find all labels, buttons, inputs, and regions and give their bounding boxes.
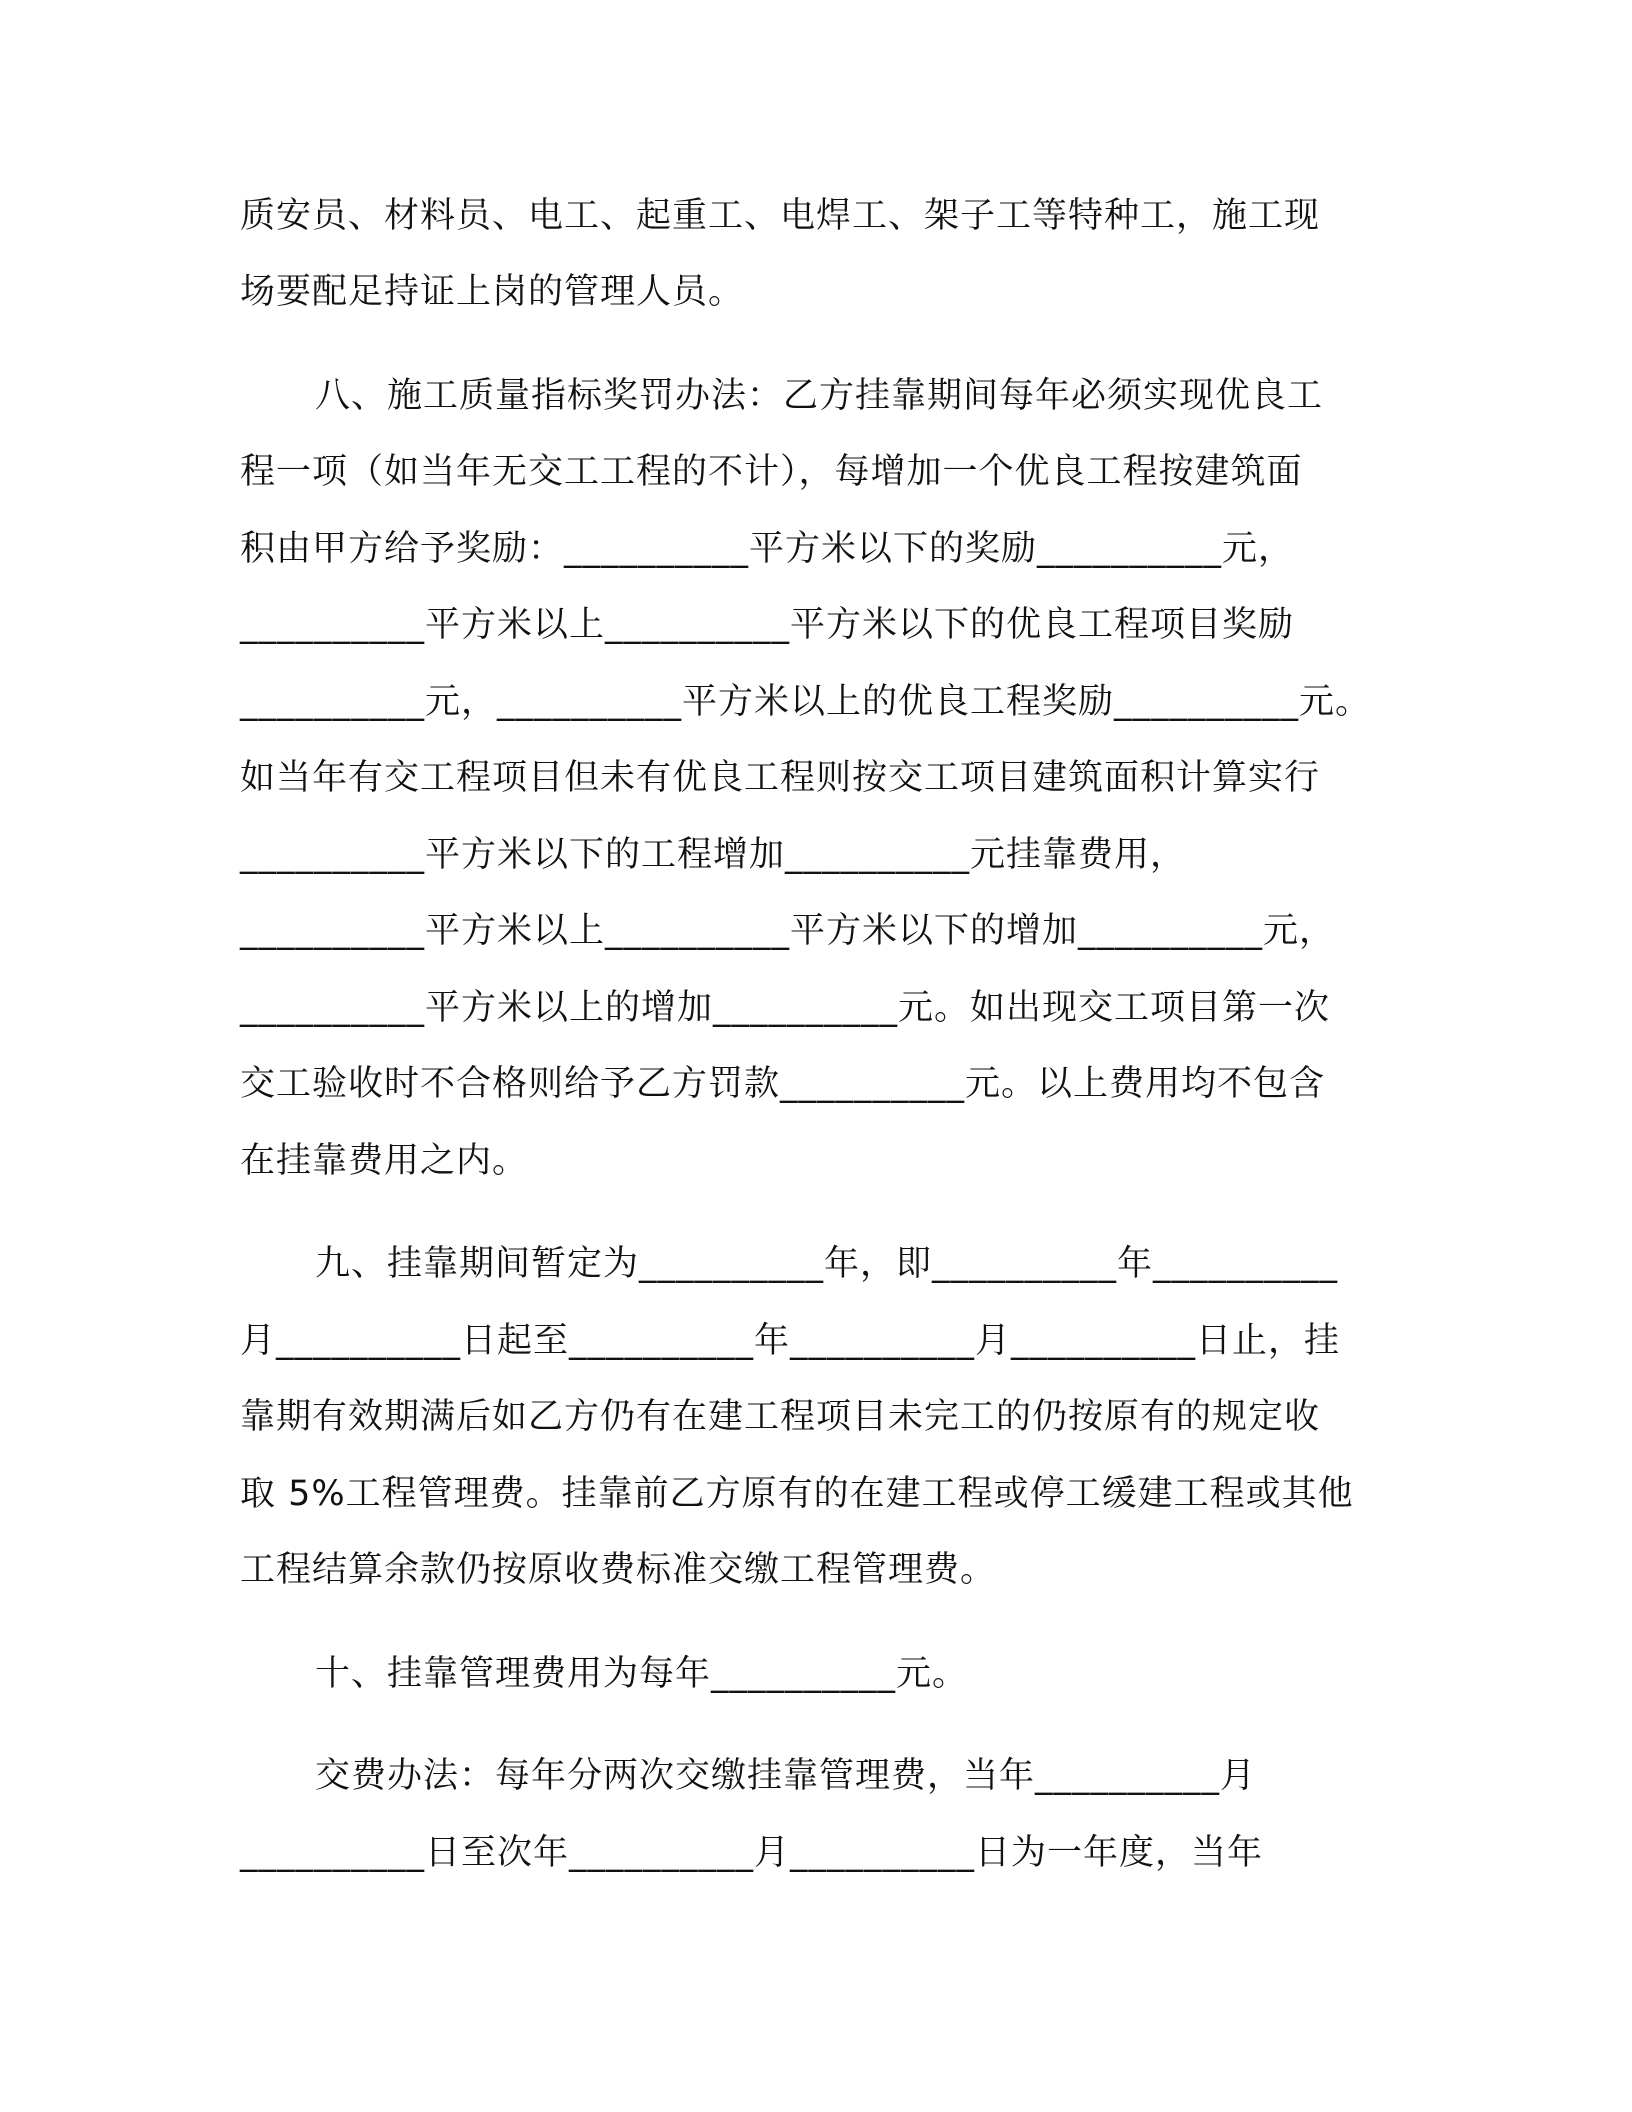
text-line: 如当年有交工程项目但未有优良工程则按交工项目建筑面积计算实行 xyxy=(240,758,1321,798)
text-line: 场要配足持证上岗的管理人员。 xyxy=(240,272,745,312)
text-line: 在挂靠费用之内。 xyxy=(240,1141,529,1181)
text-line: 工程结算余款仍按原收费标准交缴工程管理费。 xyxy=(240,1550,997,1590)
section-10-heading-line: 十、挂靠管理费用为每年__________元。 xyxy=(315,1654,969,1694)
section-8-heading-line: 八、施工质量指标奖罚办法：乙方挂靠期间每年必须实现优良工 xyxy=(315,376,1324,416)
text-line: 月__________日起至__________年__________月__________日止，挂 xyxy=(240,1321,1341,1361)
text-line: __________平方米以上的增加__________元。如出现交工项目第一次 xyxy=(240,988,1331,1028)
text-line: 程一项（如当年无交工工程的不计），每增加一个优良工程按建筑面 xyxy=(240,452,1303,492)
section-9-heading-line: 九、挂靠期间暂定为__________年，即__________年__________ xyxy=(315,1244,1339,1284)
text-line: __________元，__________平方米以上的优良工程奖励__________元。 xyxy=(240,682,1372,722)
text-line: 质安员、材料员、电工、起重工、电焊工、架子工等特种工，施工现 xyxy=(240,196,1321,236)
payment-method-line: 交费办法：每年分两次交缴挂靠管理费，当年__________月 xyxy=(315,1756,1257,1796)
text-line: 取 5%工程管理费。挂靠前乙方原有的在建工程或停工缓建工程或其他 xyxy=(240,1474,1354,1514)
text-line: __________平方米以下的工程增加__________元挂靠费用， xyxy=(240,835,1187,875)
text-line: __________日至次年__________月__________日为一年度，当年 xyxy=(240,1833,1264,1873)
text-line: 积由甲方给予奖励：__________平方米以下的奖励__________元， xyxy=(240,529,1295,569)
text-line: __________平方米以上__________平方米以下的增加__________元， xyxy=(240,911,1336,951)
text-line: 靠期有效期满后如乙方仍有在建工程项目未完工的仍按原有的规定收 xyxy=(240,1397,1321,1437)
text-line: 交工验收时不合格则给予乙方罚款__________元。以上费用均不包含 xyxy=(240,1064,1326,1104)
text-line: __________平方米以上__________平方米以下的优良工程项目奖励 xyxy=(240,605,1295,645)
